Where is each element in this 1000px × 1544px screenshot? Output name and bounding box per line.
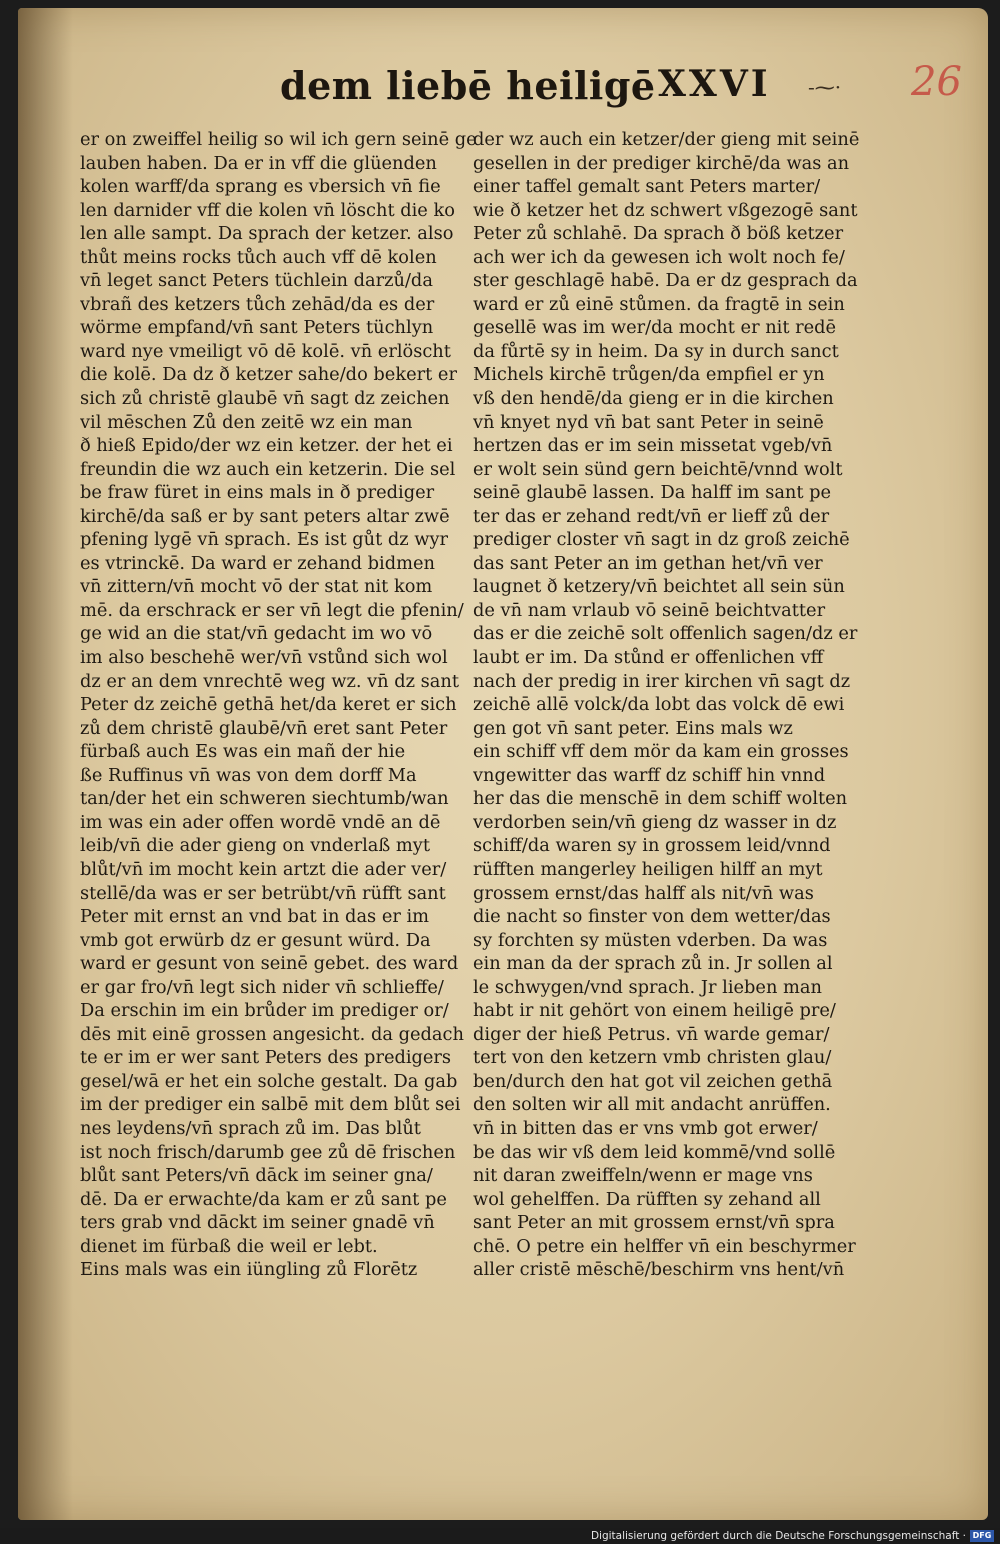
funding-credit: Digitalisierung gefördert durch die Deutsche Forschungsgemeinschaft · [590,1530,966,1542]
text-line: wie ð ketzer het dz schwert vßgezogē sant [473,199,858,221]
text-line: er wolt sein sünd gern beichtē/vnnd wolt [473,458,843,480]
text-line: rüfften mangerley heiligen hilff an myt [473,858,823,880]
text-line: ben/durch den hat got vil zeichen gethā [473,1070,833,1092]
text-line: ð hieß Epido/der wz ein ketzer. der het ei [80,435,453,457]
text-line: gesellē was im wer/da mocht er nit redē [473,317,837,339]
text-line: einer taffel gemalt sant Peters marter/ [473,176,821,198]
text-line: grossem ernst/das halff als nit/vn̄ was [473,882,814,904]
text-line: das sant Peter an im gethan het/vn̄ ver [473,552,823,574]
text-line: ach wer ich da gewesen ich wolt noch fe/ [473,246,845,268]
text-line: kolen warff/da sprang es vbersich vn̄ fie [80,176,441,198]
text-line: lauben haben. Da er in vff die glüenden [80,152,437,174]
text-line: ward er zů einē stůmen. da fragtē in sein [473,293,845,315]
text-line: vngewitter das warff dz schiff hin vnnd [473,764,826,786]
text-line: dz er an dem vnrechtē weg wz. vn̄ dz sant [80,670,459,692]
text-line: vbrañ des ketzers tůch zehād/da es der [80,293,435,315]
text-line: pfening lygē vn̄ sprach. Es ist gůt dz wyr [80,529,449,551]
text-line: vmb got erwürb dz er gesunt würd. Da [80,929,431,951]
text-line: leib/vn̄ die ader gieng on vnderlaß myt [80,835,430,857]
text-line: ward er gesunt von seinē gebet. des ward [80,953,459,975]
pencil-page-number: 26 [911,59,962,105]
text-line: chē. O petre ein helffer vn̄ ein beschyrmer [473,1235,856,1257]
text-line: mē. da erschrack er ser vn̄ legt die pfenin/ [80,599,464,621]
text-line: te er im er wer sant Peters des predigers [80,1047,452,1069]
text-line: laubt er im. Da stůnd er offenlichen vff [473,647,824,669]
text-line: stellē/da was er ser betrübt/vn̄ rüfft sant [80,882,446,904]
text-line: sy forchten sy müsten vderben. Da was [473,929,828,951]
text-line: den solten wir all mit andacht anrüffen. [473,1094,831,1116]
text-line: im der prediger ein salbē mit dem blůt sei [80,1094,461,1116]
text-line: blůt/vn̄ im mocht kein artzt die ader ver/ [80,858,447,880]
text-line: len alle sampt. Da sprach der ketzer. also [80,223,454,245]
text-line: vil mēschen Zů den zeitē wz ein man [80,411,413,433]
text-line: vn̄ in bitten das er vns vmb got erwer/ [473,1117,818,1139]
text-line: tert von den ketzern vmb christen glau/ [473,1047,832,1069]
text-line: ein man da der sprach zů in. Jr sollen al [473,953,833,975]
text-line: Michels kirchē trůgen/da empfiel er yn [473,364,825,386]
right-text-column [473,128,868,1282]
text-line: blůt sant Peters/vn̄ dāck im seiner gna/ [80,1165,433,1187]
text-line: wörme empfand/vn̄ sant Peters tüchlyn [80,317,434,339]
text-line: laugnet ð ketzery/vn̄ beichtet all sein sün [473,576,845,598]
text-line: schiff/da waren sy in grossem leid/vnnd [473,835,831,857]
text-line: her das die menschē in dem schiff wolten [473,788,848,810]
text-line: gesellen in der prediger kirchē/da was an [473,152,850,174]
text-line: diger der hieß Petrus. vn̄ warde gemar/ [473,1023,830,1045]
text-line: das er die zeichē solt offenlich sagen/dz er [473,623,858,645]
text-line: Eins mals was ein iüngling zů Florētz [80,1259,418,1281]
text-line: vn̄ knyet nyd vn̄ bat sant Peter in seinē [473,411,824,433]
text-line: aller cristē mēschē/beschirm vns hent/vn̄ [473,1259,845,1281]
text-line: zů dem christē glaubē/vn̄ eret sant Peter [80,717,448,739]
text-line: thůt meins rocks tůch auch vff dē kolen [80,246,437,268]
text-line: ist noch frisch/darumb gee zů dē frischen [80,1141,456,1163]
page-header [18,59,988,123]
folio-number: XXVI [658,63,771,105]
ornament-mark: -⁓· [808,75,842,99]
text-line: es vtrinckē. Da ward er zehand bidmen [80,552,435,574]
left-text-column [80,128,480,1282]
dfg-logo: DFG [970,1530,994,1542]
text-line: ter das er zehand redt/vn̄ er lieff zů der [473,505,830,527]
text-line: nes leydens/vn̄ sprach zů im. Das blůt [80,1117,421,1139]
text-line: gesel/wā er het ein solche gestalt. Da gab [80,1070,458,1092]
text-line: habt ir nit gehört von einem heiligē pre/ [473,1000,836,1022]
text-line: wol gehelffen. Da rüfften sy zehand all [473,1188,821,1210]
text-line: die nacht so finster von dem wetter/das [473,906,831,928]
text-line: tan/der het ein schweren siechtumb/wan [80,788,449,810]
text-line: vn̄ leget sanct Peters tüchlein darzů/da [80,270,433,292]
text-line: ße Ruffinus vn̄ was von dem dorff Ma [80,764,417,786]
text-line: gen got vn̄ sant peter. Eins mals wz [473,717,793,739]
text-line: im was ein ader offen wordē vndē an dē [80,811,441,833]
text-line: Da erschin im ein brůder im prediger or/ [80,1000,449,1022]
text-line: sich zů christē glaubē vn̄ sagt dz zeichen [80,388,450,410]
text-line: be fraw füret in eins mals in ð prediger [80,482,435,504]
text-line: da fůrtē sy in heim. Da sy in durch sanct [473,340,839,362]
text-line: de vn̄ nam vrlaub vō seinē beichtvatter [473,599,826,621]
text-line: ge wid an die stat/vn̄ gedacht im wo vō [80,623,433,645]
text-line: vn̄ zittern/vn̄ mocht vō der stat nit kom [80,576,433,598]
text-line: ein schiff vff dem mör da kam ein grosses [473,741,849,763]
text-line: die kolē. Da dz ð ketzer sahe/do bekert er [80,364,457,386]
text-line: kirchē/da saß er by sant peters altar zwē [80,505,450,527]
text-line: Peter mit ernst an vnd bat in das er im [80,906,430,928]
text-line: ters grab vnd dāckt im seiner gnadē vn̄ [80,1212,435,1234]
text-line: vß den hendē/da gieng er in die kirchen [473,388,834,410]
text-line: len darnider vff die kolen vn̄ löscht die ko [80,199,455,221]
book-leaf [18,8,988,1520]
text-line: dēs mit einē grossen angesicht. da gedach [80,1023,464,1045]
text-line: freundin die wz auch ein ketzerin. Die sel [80,458,456,480]
running-title: dem liebē heiligē [280,63,656,108]
spine-shadow [18,8,73,1520]
text-line: hertzen das er im sein missetat vgeb/vn̄ [473,435,833,457]
text-line: nach der predig in irer kirchen vn̄ sagt dz [473,670,851,692]
text-line: ward nye vmeiligt vō dē kolē. vn̄ erlöscht [80,340,451,362]
text-line: der wz auch ein ketzer/der gieng mit seinē [473,129,860,150]
text-line: be das wir vß dem leid kommē/vnd sollē [473,1141,836,1163]
text-line: zeichē allē volck/da lobt das volck dē ewi [473,694,845,716]
text-line: sant Peter an mit grossem ernst/vn̄ spra [473,1212,835,1234]
text-line: Peter zů schlahē. Da sprach ð böß ketzer [473,223,844,245]
text-line: Peter dz zeichē gethā het/da keret er sich [80,694,457,716]
text-line: seinē glaubē lassen. Da halff im sant pe [473,482,832,504]
text-line: im also beschehē wer/vn̄ vstůnd sich wol [80,647,448,669]
text-line: le schwygen/vnd sprach. Jr lieben man [473,976,822,998]
text-line: nit daran zweiffeln/wenn er mage vns [473,1165,813,1187]
text-line: verdorben sein/vn̄ gieng dz wasser in dz [473,811,837,833]
text-line: er on zweiffel heilig so wil ich gern seinē ge [80,129,477,150]
text-line: ster geschlagē habē. Da er dz gesprach da [473,270,858,292]
text-line: fürbaß auch Es was ein mañ der hie [80,741,406,763]
text-line: er gar fro/vn̄ legt sich nider vn̄ schlieffe/ [80,976,444,998]
text-line: prediger closter vn̄ sagt in dz groß zeichē [473,529,850,551]
text-line: dē. Da er erwachte/da kam er zů sant pe [80,1188,447,1210]
text-line: dienet im fürbaß die weil er lebt. [80,1235,378,1257]
